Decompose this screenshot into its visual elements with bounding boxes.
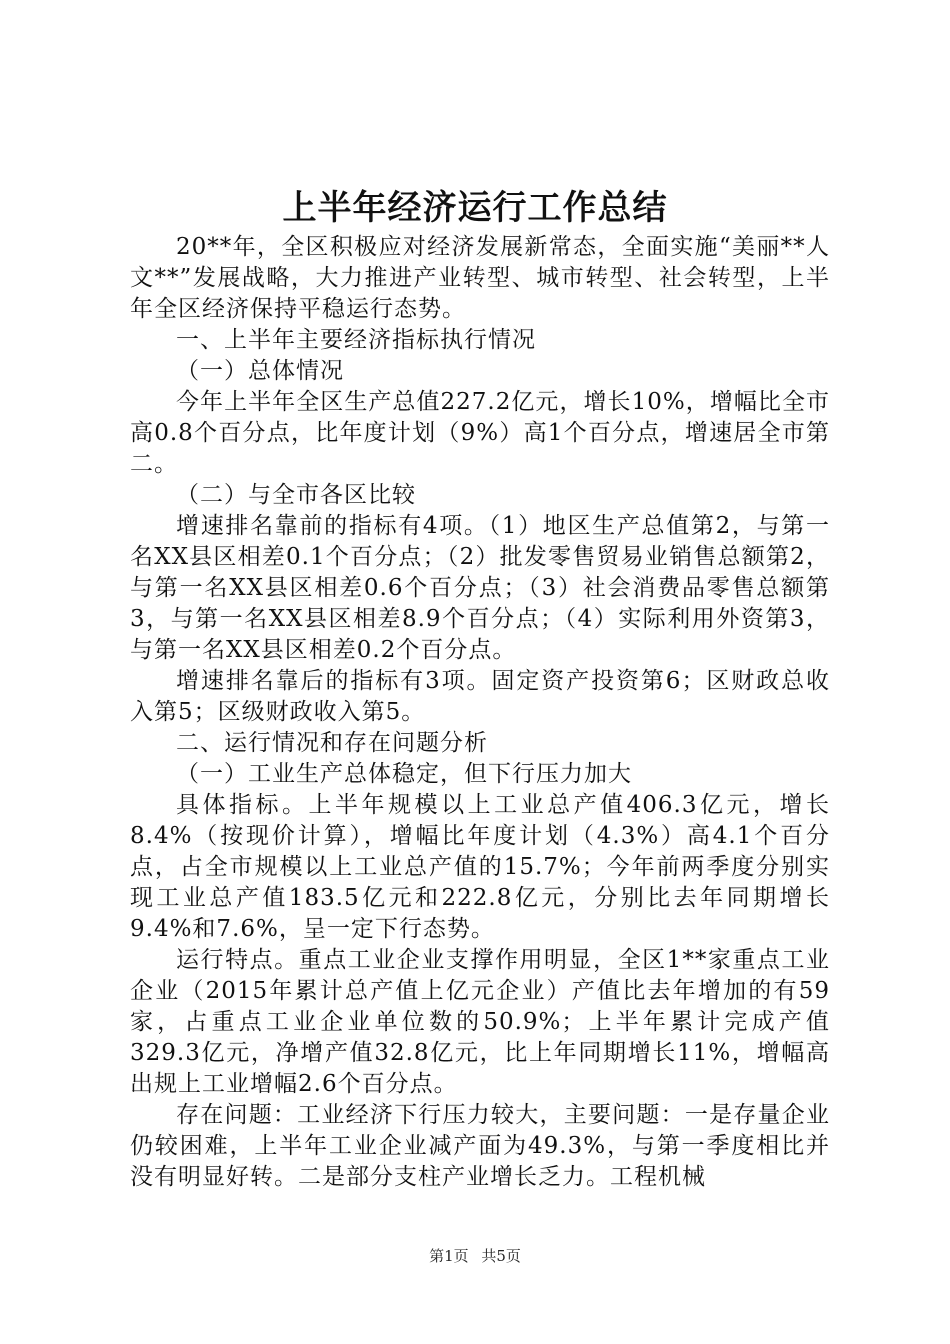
section-heading-2: 二、运行情况和存在问题分析	[176, 730, 488, 756]
document-title: 上半年经济运行工作总结	[282, 188, 668, 228]
paragraph-intro: 20**年，全区积极应对经济发展新常态，全面实施“美丽**人文**”发展战略，大力推进产业转型、城市转型、社会转型，上半年全区经济保持平稳运行态势。	[130, 234, 830, 322]
paragraph-overall: 今年上半年全区生产总值227.2亿元，增长10%，增幅比全市高0.8个百分点，比年度计划（9%）高1个百分点，增速居全市第二。	[130, 389, 830, 477]
subsection-heading-2-1: （一）工业生产总体稳定，但下行压力加大	[176, 761, 632, 787]
subsection-heading-1-1: （一）总体情况	[176, 358, 344, 384]
paragraph-ranking-back: 增速排名靠后的指标有3项。固定资产投资第6；区财政总收入第5；区级财政收入第5。	[130, 668, 830, 725]
paragraph-features: 运行特点。重点工业企业支撑作用明显，全区1**家重点工业企业（2015年累计总产值上亿元企业）产值比去年增加的有59家，占重点工业企业单位数的50.9%；上半年累计完成产值329.3亿元，净增产值32.8亿元，比上年同期增长11%，增幅高出规上工业增幅2.6个百分点。	[130, 947, 830, 1097]
section-heading-1: 一、上半年主要经济指标执行情况	[176, 327, 536, 353]
document-body	[130, 232, 830, 1193]
page-number: 第1页	[429, 1247, 469, 1265]
paragraph-problems: 存在问题：工业经济下行压力较大，主要问题：一是存量企业仍较困难，上半年工业企业减产面为49.3%，与第一季度相比并没有明显好转。二是部分支柱产业增长乏力。工程机械	[130, 1102, 830, 1190]
page-total: 共5页	[481, 1247, 521, 1265]
paragraph-indicators: 具体指标。上半年规模以上工业总产值406.3亿元，增长8.4%（按现价计算），增幅比年度计划（4.3%）高4.1个百分点，占全市规模以上工业总产值的15.7%；今年前两季度分别实现工业总产值183.5亿元和222.8亿元，分别比去年同期增长9.4%和7.6%，呈一定下行态势。	[130, 792, 830, 942]
subsection-heading-1-2: （二）与全市各区比较	[176, 482, 416, 508]
paragraph-ranking-front: 增速排名靠前的指标有4项。（1）地区生产总值第2，与第一名XX县区相差0.1个百分点；（2）批发零售贸易业销售总额第2，与第一名XX县区相差0.6个百分点；（3）社会消费品零售总额第3，与第一名XX县区相差8.9个百分点；（4）实际利用外资第3，与第一名XX县区相差0.2个百分点。	[130, 513, 830, 663]
page-footer	[0, 1245, 950, 1266]
